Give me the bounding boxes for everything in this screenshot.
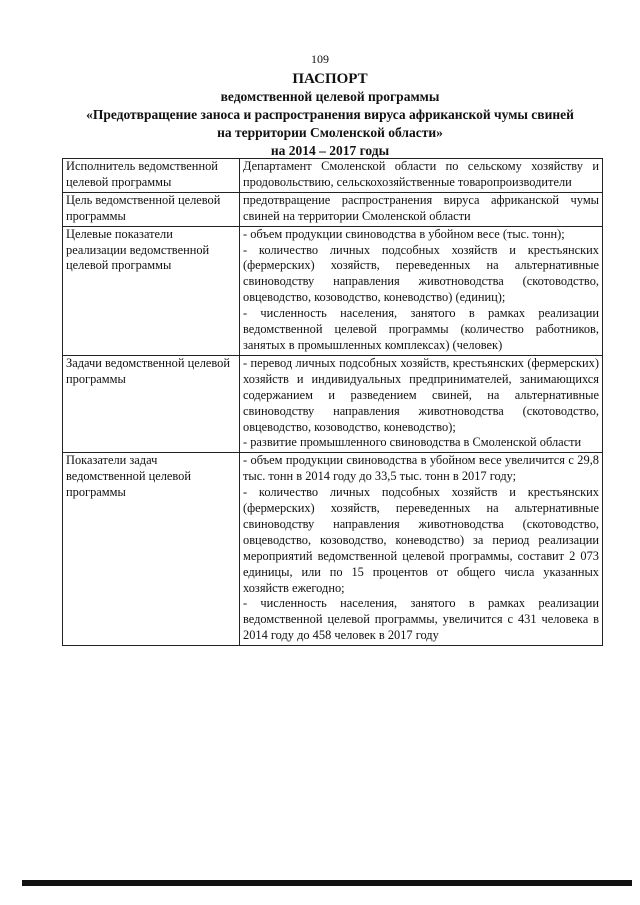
document-header	[40, 70, 620, 160]
row-content	[240, 453, 603, 646]
content-line: - объем продукции свиноводства в убойном весе (тыс. тонн);	[243, 226, 565, 241]
row-content	[240, 159, 603, 193]
row-label: Цель ведомственной целевой программы	[63, 192, 240, 226]
row-content	[240, 192, 603, 226]
content-line: Департамент Смоленской области по сельскому хозяйству и продовольствию, сельскохозяйственные товаропроизводители	[243, 159, 599, 189]
content-line: - развитие промышленного свиноводства в Смоленской области	[243, 435, 582, 450]
table-row	[63, 355, 603, 452]
program-name: «Предотвращение заноса и распространения вируса африканской чумы свиней	[86, 107, 574, 122]
table-row	[63, 159, 603, 193]
table-row	[63, 226, 603, 355]
program-period: на 2014 – 2017 годы	[270, 143, 390, 158]
page-number: 109	[311, 52, 329, 66]
document-subtitle: ведомственной целевой программы	[220, 89, 440, 104]
content-line: - численность населения, занятого в рамках реализации ведомственной целевой программы, увеличится с 431 человека в 2014 году до 458 человек в 2017 году	[243, 596, 599, 643]
content-line: предотвращение распространения вируса африканской чумы свиней на территории Смоленской области	[243, 192, 599, 223]
content-line: - количество личных подсобных хозяйств и крестьянских (фермерских) хозяйств, переведенных на альтернативные свиноводству направления животноводства (скотоводство, овцеводство, козоводство, коневодство) за период реализации мероприятий ведомственной целевой программы, составит 2 073 единицы, или по 15 процентов от общего числа указанных хозяйств ежегодно;	[243, 485, 599, 595]
content-line: - перевод личных подсобных хозяйств, крестьянских (фермерских) хозяйств и индивидуальных предпринимателей, занимающихся содержанием и разведением свиней, на альтернативные свиноводству направления животноводства (скотоводство, овцеводство, козоводство, коневодство);	[243, 355, 599, 434]
row-content	[240, 355, 603, 452]
row-label: Показатели задач ведомственной целевой программы	[63, 453, 240, 646]
passport-table	[62, 158, 603, 646]
table-row	[63, 453, 603, 646]
row-label: Исполнитель ведомственной целевой программы	[63, 159, 240, 193]
content-line: - численность населения, занятого в рамках реализации ведомственной целевой программы (количество работников, занятых в промышленных комплексах) (человек)	[243, 306, 599, 352]
row-content	[240, 226, 603, 355]
document-title: ПАСПОРТ	[292, 71, 368, 87]
content-line: - количество личных подсобных хозяйств и крестьянских (фермерских) хозяйств, переведенных на альтернативные свиноводству направления животноводства (скотоводство, овцеводство, козоводство, коневодство) (единиц);	[243, 242, 599, 305]
row-label: Задачи ведомственной целевой программы	[63, 355, 240, 452]
bottom-rule	[22, 880, 632, 886]
row-label: Целевые показатели реализации ведомственной целевой программы	[63, 226, 240, 355]
content-line: - объем продукции свиноводства в убойном весе увеличится с 29,8 тыс. тонн в 2014 году до 33,5 тыс. тонн в 2017 году;	[243, 453, 599, 484]
table-row	[63, 192, 603, 226]
program-region: на территории Смоленской области»	[217, 125, 443, 140]
